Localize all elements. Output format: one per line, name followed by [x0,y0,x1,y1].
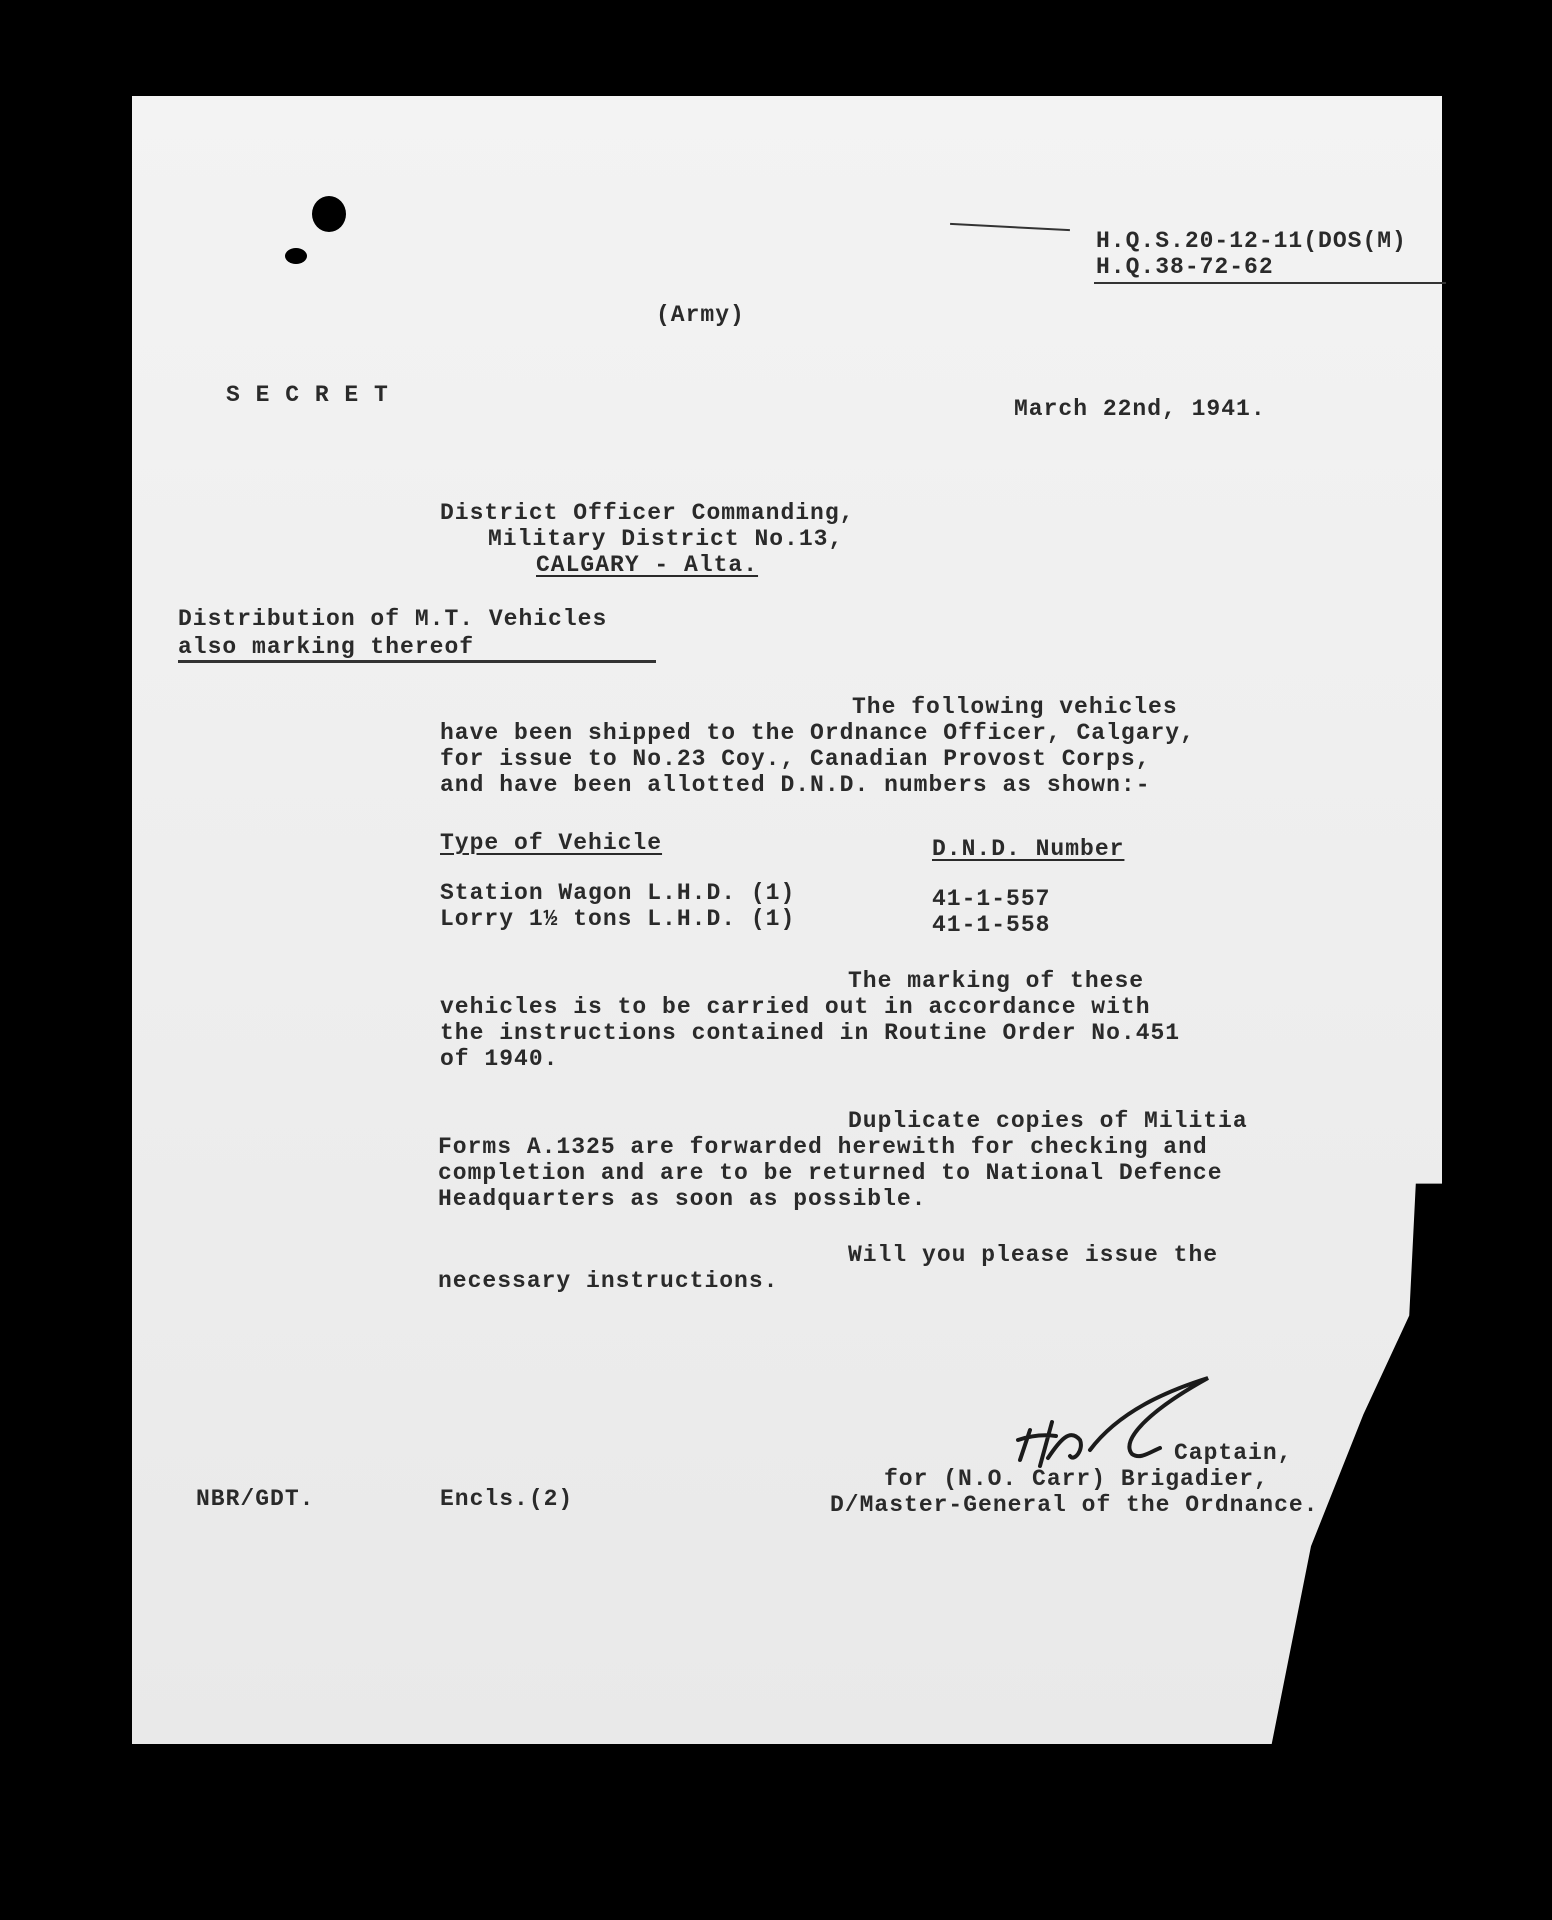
letter-date: March 22nd, 1941. [1014,396,1266,422]
table-cell: 41-1-558 [932,912,1051,938]
table-header: Type of Vehicle [440,830,663,856]
paragraph-line: and have been allotted D.N.D. numbers as shown:- [440,772,1151,798]
paragraph-line: Duplicate copies of Militia [848,1108,1248,1134]
addressee-line: CALGARY - Alta. [536,552,759,578]
paragraph-line: vehicles is to be carried out in accordance with [440,994,1151,1020]
table-cell: 41-1-557 [932,886,1051,912]
classification: S E C R E T [226,382,389,408]
paragraph-line: have been shipped to the Ordnance Officer, Calgary, [440,720,1195,746]
paragraph-line: completion and are to be returned to National Defence [438,1160,1223,1186]
signature-title: Captain, [1174,1440,1293,1466]
file-reference: H.Q.S.20-12-11(DOS(M) [1096,228,1407,254]
paragraph-line: for issue to No.23 Coy., Canadian Provost Corps, [440,746,1151,772]
paragraph-line: Will you please issue the [848,1242,1219,1268]
paragraph-line: Headquarters as soon as possible. [438,1186,927,1212]
file-reference: H.Q.38-72-62 [1096,254,1274,280]
subject-line: Distribution of M.T. Vehicles [178,606,608,632]
paragraph-line: of 1940. [440,1046,559,1072]
subject-underline [178,660,656,663]
punch-hole [312,196,346,232]
signature-title: for (N.O. Carr) Brigadier, [884,1466,1269,1492]
addressee-line: District Officer Commanding, [440,500,855,526]
punch-hole [285,248,307,264]
reference-underline [1094,282,1446,284]
paragraph-line: The marking of these [848,968,1145,994]
paragraph-line: the instructions contained in Routine Order No.451 [440,1020,1181,1046]
paragraph-line: necessary instructions. [438,1268,779,1294]
subject-line: also marking thereof [178,634,475,660]
paragraph-line: The following vehicles [852,694,1178,720]
enclosures: Encls.(2) [440,1486,574,1512]
signature-title: D/Master-General of the Ordnance. [830,1492,1319,1518]
table-cell: Lorry 1½ tons L.H.D. (1) [440,906,796,932]
army-label: (Army) [656,302,745,328]
table-cell: Station Wagon L.H.D. (1) [440,880,796,906]
reference-initials: NBR/GDT. [196,1486,315,1512]
addressee-line: Military District No.13, [488,526,844,552]
paragraph-line: Forms A.1325 are forwarded herewith for checking and [438,1134,1208,1160]
table-header: D.N.D. Number [932,836,1125,862]
